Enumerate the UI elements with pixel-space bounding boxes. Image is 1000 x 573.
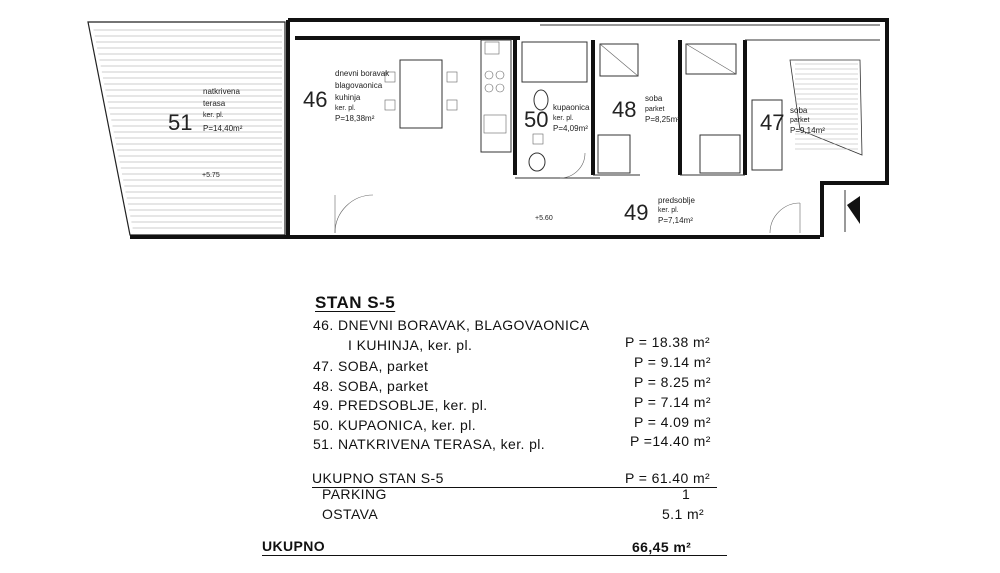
svg-text:parket: parket <box>645 106 665 113</box>
room-area: P = 4.09 m² <box>634 414 711 430</box>
room-area: P = 8.25 m² <box>634 374 711 390</box>
room-item: 49. PREDSOBLJE, ker. pl. <box>313 397 488 413</box>
svg-text:natkrivena: natkrivena <box>203 87 240 96</box>
subtotal-value: P = 61.40 m² <box>625 470 711 486</box>
room-48-label <box>612 94 680 124</box>
room-item: 46. DNEVNI BORAVAK, BLAGOVAONICA <box>313 317 590 333</box>
svg-text:blagovaonica: blagovaonica <box>335 81 383 90</box>
svg-text:P=14,40m²: P=14,40m² <box>203 124 243 133</box>
room-item: I KUHINJA, ker. pl. <box>348 337 473 353</box>
storage-label: OSTAVA <box>322 506 379 522</box>
entrance-symbol <box>845 190 860 232</box>
room-49-number: 49 <box>624 200 649 225</box>
svg-text:+5.60: +5.60 <box>535 215 553 222</box>
svg-text:parket: parket <box>790 117 810 124</box>
svg-text:kuhinja: kuhinja <box>335 93 361 102</box>
svg-text:ker. pl.: ker. pl. <box>553 115 574 122</box>
svg-text:P=7,14m²: P=7,14m² <box>658 216 693 225</box>
kitchen-furniture <box>385 40 511 152</box>
room-49-label <box>624 196 695 225</box>
room-area: P = 18.38 m² <box>625 334 711 350</box>
room-area: P = 9.14 m² <box>634 354 711 370</box>
svg-text:predsoblje: predsoblje <box>658 196 695 205</box>
floor-plan <box>0 0 1000 265</box>
room-item: 50. KUPAONICA, ker. pl. <box>313 417 476 433</box>
svg-text:ker. pl.: ker. pl. <box>203 112 224 119</box>
svg-text:terasa: terasa <box>203 99 226 108</box>
room-50-label <box>524 103 590 222</box>
room-area: P = 7.14 m² <box>634 394 711 410</box>
svg-text:dnevni boravak: dnevni boravak <box>335 69 390 78</box>
room-46-number: 46 <box>303 87 328 112</box>
svg-text:ker. pl.: ker. pl. <box>658 207 679 214</box>
svg-text:soba: soba <box>645 94 663 103</box>
storage-value: 5.1 m² <box>662 506 705 522</box>
schedule-title: STAN S-5 <box>315 293 396 312</box>
room-item: 47. SOBA, parket <box>313 358 429 374</box>
total-label: UKUPNO <box>262 538 326 554</box>
room-51-label <box>168 87 243 179</box>
room-area: P =14.40 m² <box>630 433 711 449</box>
parking-label: PARKING <box>322 486 387 502</box>
room-item: 51. NATKRIVENA TERASA, ker. pl. <box>313 436 546 452</box>
door-swings <box>335 153 800 233</box>
total-underline <box>262 555 727 556</box>
room-51-number: 51 <box>168 110 193 135</box>
parking-value: 1 <box>682 486 691 502</box>
room-48-number: 48 <box>612 97 637 122</box>
subtotal-label: UKUPNO STAN S-5 <box>312 470 444 486</box>
svg-text:+5.75: +5.75 <box>202 172 220 179</box>
svg-text:ker. pl.: ker. pl. <box>335 105 356 112</box>
room-47-number: 47 <box>760 110 785 135</box>
total-value: 66,45 m² <box>632 539 692 555</box>
svg-text:P=4,09m²: P=4,09m² <box>553 124 588 133</box>
room-50-number: 50 <box>524 107 549 132</box>
svg-text:P=9,14m²: P=9,14m² <box>790 126 825 135</box>
svg-text:kupaonica: kupaonica <box>553 103 590 112</box>
area-schedule <box>0 290 1000 573</box>
svg-text:P=8,25m²: P=8,25m² <box>645 115 680 124</box>
room-item: 48. SOBA, parket <box>313 378 429 394</box>
svg-text:soba: soba <box>790 106 808 115</box>
room-46-label <box>303 69 390 123</box>
room-47-label <box>760 106 825 135</box>
svg-text:P=18,38m²: P=18,38m² <box>335 114 375 123</box>
